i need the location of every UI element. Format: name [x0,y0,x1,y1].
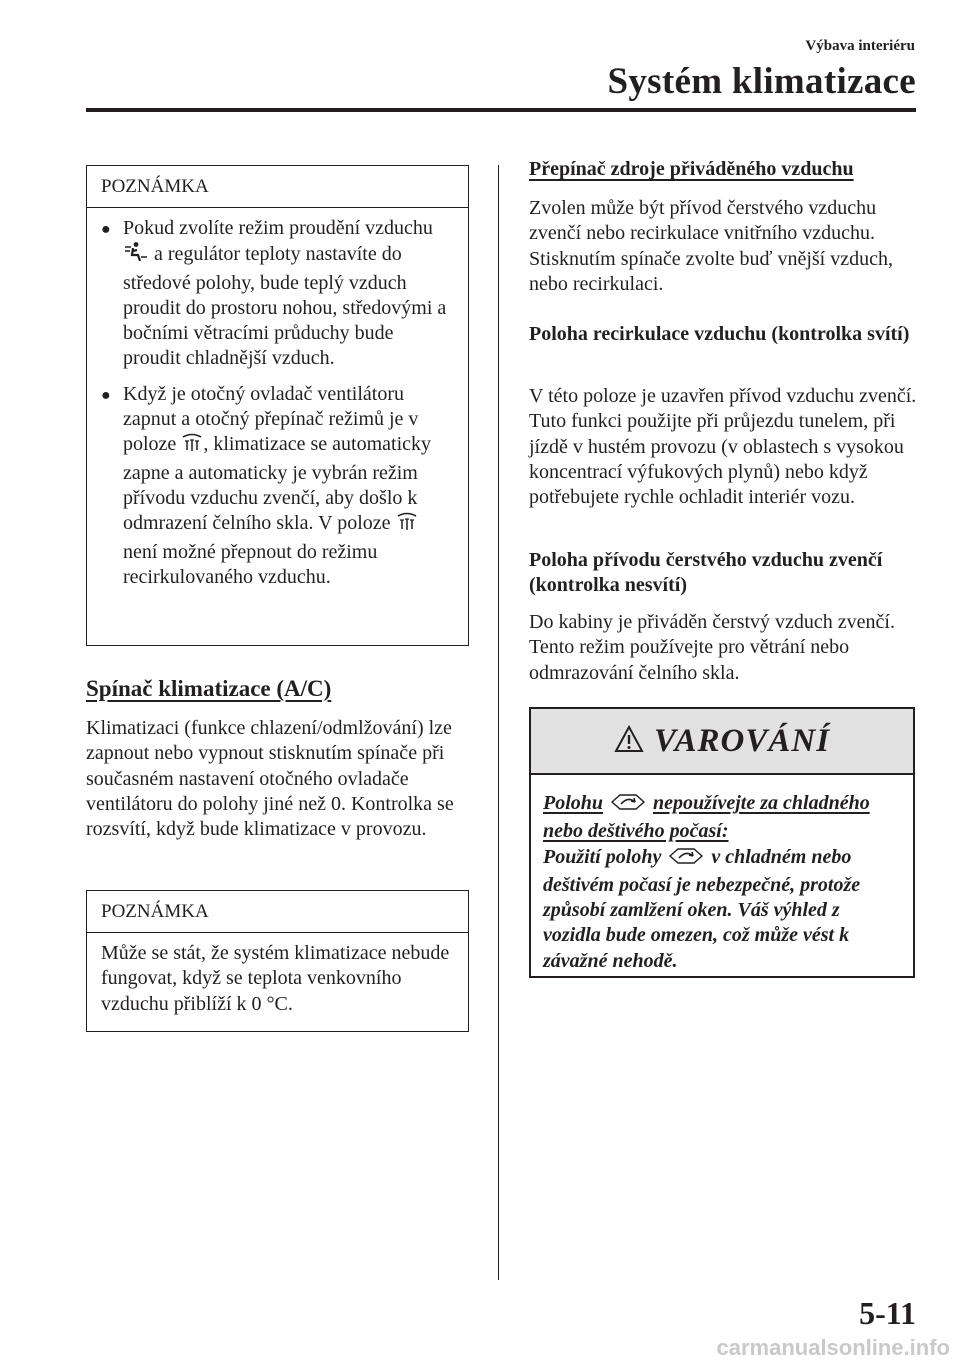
note-box-1 [86,165,469,646]
note-heading: POZNÁMKA [87,166,468,208]
warning-triangle-icon [614,725,644,758]
bullet-text-part: není možné přepnout do režimu recirkulovaného vzduchu. [123,540,378,588]
page-number: 5-11 [859,1295,916,1331]
recirc-body: V této poloze je uzavřen přívod vzduchu zvenčí. Tuto funkci použijte při průjezdu tunelem, při jízdě v hustém provozu (v oblastech s vysokou koncentrací výfukových plynů) nebo když potřebujete rychle ochladit interiér vozu. [529,385,917,509]
bullet-item [101,382,454,590]
bullet-text [123,216,454,372]
header-rule [86,108,916,112]
warning-header [531,709,913,775]
recirc-heading: Poloha recirkulace vzduchu (kontrolka svítí) [529,323,910,345]
recirculation-icon [608,792,648,819]
bullet-text-part: Pokud zvolíte režim proudění vzduchu [123,217,433,239]
note-heading: POZNÁMKA [87,891,468,933]
warning-box [529,707,915,978]
fresh-air-heading: Poloha přívodu čerstvého vzduchu zvenčí (kontrolka nesvítí) [529,549,883,597]
defrost-icon [396,512,418,539]
bullet-icon: ● [101,386,111,404]
recirculation-icon [666,846,706,873]
section-heading-air-intake: Přepínač zdroje přiváděného vzduchu [529,158,854,180]
bullet-icon: ● [101,221,111,238]
bullet-text-part: a regulátor teploty nastavíte do středové polohy, bude teplý vzduch proudit do prostoru nohou, středovými a bočními větracími průduchy bude proudit chladnější vzduch. [123,243,447,370]
bilevel-airflow-icon [123,241,149,270]
column-divider [498,165,499,1280]
warning-lead-part: Polohu [543,792,604,814]
bullet-text-part: Když je otočný ovladač ventilátoru zapnut a otočný přepínač režimů je v poloze [123,382,419,456]
chapter-title: Systém klimatizace [607,61,916,102]
section-label: Výbava interiéru [805,38,915,54]
warning-text [531,775,913,974]
warning-lead-part: nepoužívejte za chladného nebo deštivého počasí: [543,792,870,843]
defrost-icon [181,433,203,460]
warning-title: VAROVÁNÍ [653,722,831,759]
warning-body-part: Použití polohy [543,845,662,868]
fresh-air-body: Do kabiny je přiváděn čerstvý vzduch zvenčí. Tento režim používejte pro větrání nebo odmrazování čelního skla. [529,611,895,684]
watermark: carmanualsonline.info [716,1335,950,1360]
section-body-ac: Klimatizaci (funkce chlazení/odmlžování) lze zapnout nebo vypnout stisknutím spínače při současném nastavení otočného ovladače ventilátoru do polohy jiné než 0. Kontrolka se rozsvítí, když bude klimatizace v provozu. [86,717,454,841]
bullet-item [101,216,454,372]
note-body: Může se stát, že systém klimatizace nebude fungovat, když se teplota venkovního vzduchu přiblíží k 0 °C. [101,942,450,1015]
section-heading-ac: Spínač klimatizace (A/C) [86,676,332,701]
bullet-text-part: , klimatizace se automaticky zapne a automaticky je vybrán režim přívodu vzduchu zvenčí, aby došlo k odmrazení čelního skla. V poloze [123,433,431,535]
note-body [87,208,468,600]
note-box-2 [86,890,469,1032]
bullet-text [123,382,454,590]
warning-body-part: v chladném nebo deštivém počasí je nebezpečné, protože způsobí zamlžení oken. Váš výhled z vozidla bude omezen, což může vést k závažné nehodě. [543,845,861,972]
air-intro-text: Zvolen může být přívod čerstvého vzduchu zvenčí nebo recirkulace vnitřního vzduchu. Stisknutím spínače zvolte buď vnější vzduch, nebo recirkulaci. [529,197,893,295]
